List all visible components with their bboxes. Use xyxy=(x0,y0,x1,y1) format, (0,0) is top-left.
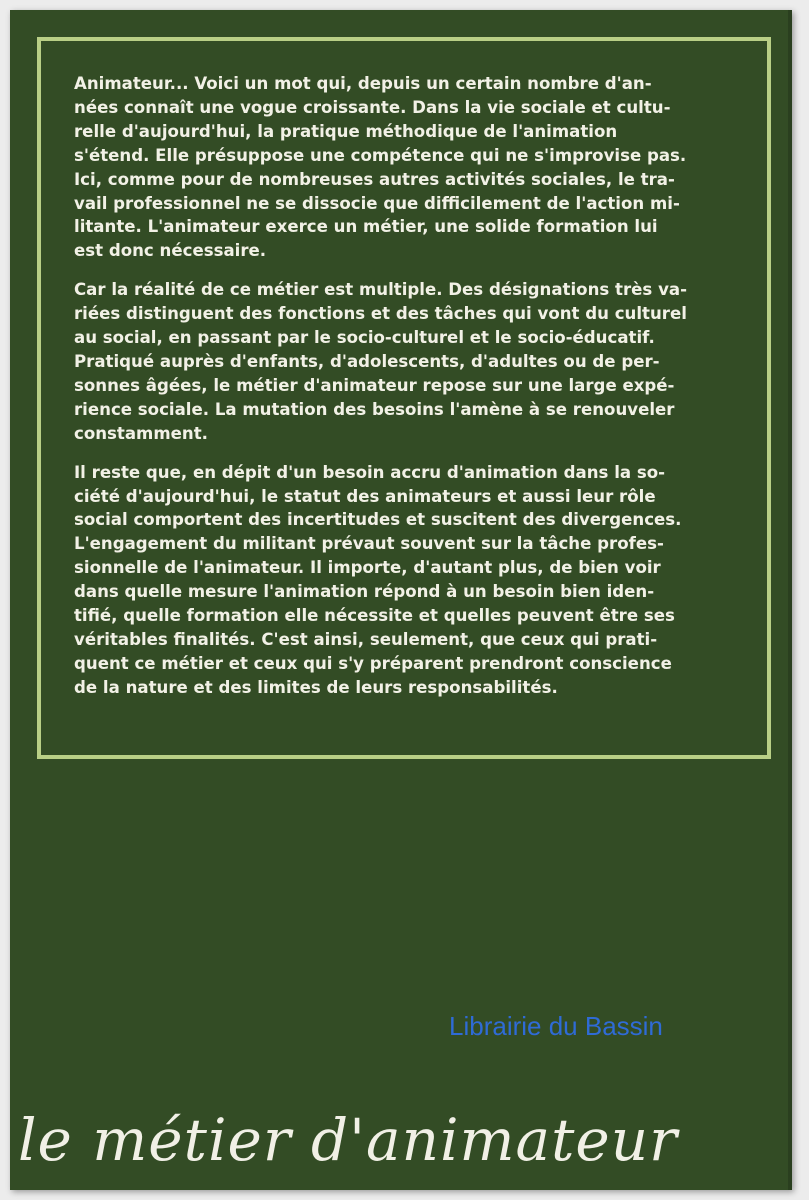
blurb-text xyxy=(74,72,746,715)
cover-edge xyxy=(788,10,792,1190)
blurb-line: tifié, quelle formation elle nécessite et quelles peuvent être ses xyxy=(74,606,675,626)
book-title: le métier d'animateur xyxy=(18,1106,678,1174)
blurb-line: véritables finalités. C'est ainsi, seulement, que ceux qui prati- xyxy=(74,629,658,649)
bookseller-stamp: Librairie du Bassin xyxy=(449,1011,663,1041)
blurb-line: relle d'aujourd'hui, la pratique méthodique de l'animation xyxy=(74,121,618,141)
blurb-line: ciété d'aujourd'hui, le statut des animateurs et aussi leur rôle xyxy=(74,486,656,506)
blurb-line: Ici, comme pour de nombreuses autres activités sociales, le tra- xyxy=(74,169,675,189)
blurb-line: s'étend. Elle présuppose une compétence qui ne s'improvise pas. xyxy=(74,145,687,165)
blurb-line: litante. L'animateur exerce un métier, une solide formation lui xyxy=(74,217,658,237)
book-back-cover xyxy=(10,10,792,1190)
blurb-line: vail professionnel ne se dissocie que difficilement de l'action mi- xyxy=(74,193,680,213)
blurb-line: est donc nécessaire. xyxy=(74,241,267,261)
blurb-line: nées connaît une vogue croissante. Dans la vie sociale et cultu- xyxy=(74,97,671,117)
blurb-line: au social, en passant par le socio-culturel et le socio-éducatif. xyxy=(74,328,655,348)
blurb-line: rience sociale. La mutation des besoins l'amène à se renouveler xyxy=(74,399,675,419)
blurb-paragraph-1 xyxy=(74,72,746,263)
blurb-line: sionnelle de l'animateur. Il importe, d'autant plus, de bien voir xyxy=(74,558,661,578)
blurb-paragraph-2 xyxy=(74,278,746,445)
blurb-line: Il reste que, en dépit d'un besoin accru d'animation dans la so- xyxy=(74,462,666,482)
blurb-line: quent ce métier et ceux qui s'y préparent prendront conscience xyxy=(74,653,672,673)
blurb-line: riées distinguent des fonctions et des tâches qui vont du culturel xyxy=(74,304,687,324)
blurb-line: L'engagement du militant prévaut souvent sur la tâche profes- xyxy=(74,534,664,554)
blurb-line: Pratiqué auprès d'enfants, d'adolescents, d'adultes ou de per- xyxy=(74,351,660,371)
blurb-line: Car la réalité de ce métier est multiple. Des désignations très va- xyxy=(74,280,687,300)
blurb-line: sonnes âgées, le métier d'animateur repose sur une large expé- xyxy=(74,375,675,395)
blurb-paragraph-3 xyxy=(74,461,746,700)
blurb-line: constamment. xyxy=(74,423,208,443)
blurb-line: social comportent des incertitudes et suscitent des divergences. xyxy=(74,510,682,530)
blurb-line: de la nature et des limites de leurs responsabilités. xyxy=(74,677,558,697)
blurb-line: dans quelle mesure l'animation répond à un besoin bien iden- xyxy=(74,582,655,602)
blurb-line: Animateur... Voici un mot qui, depuis un certain nombre d'an- xyxy=(74,74,652,93)
